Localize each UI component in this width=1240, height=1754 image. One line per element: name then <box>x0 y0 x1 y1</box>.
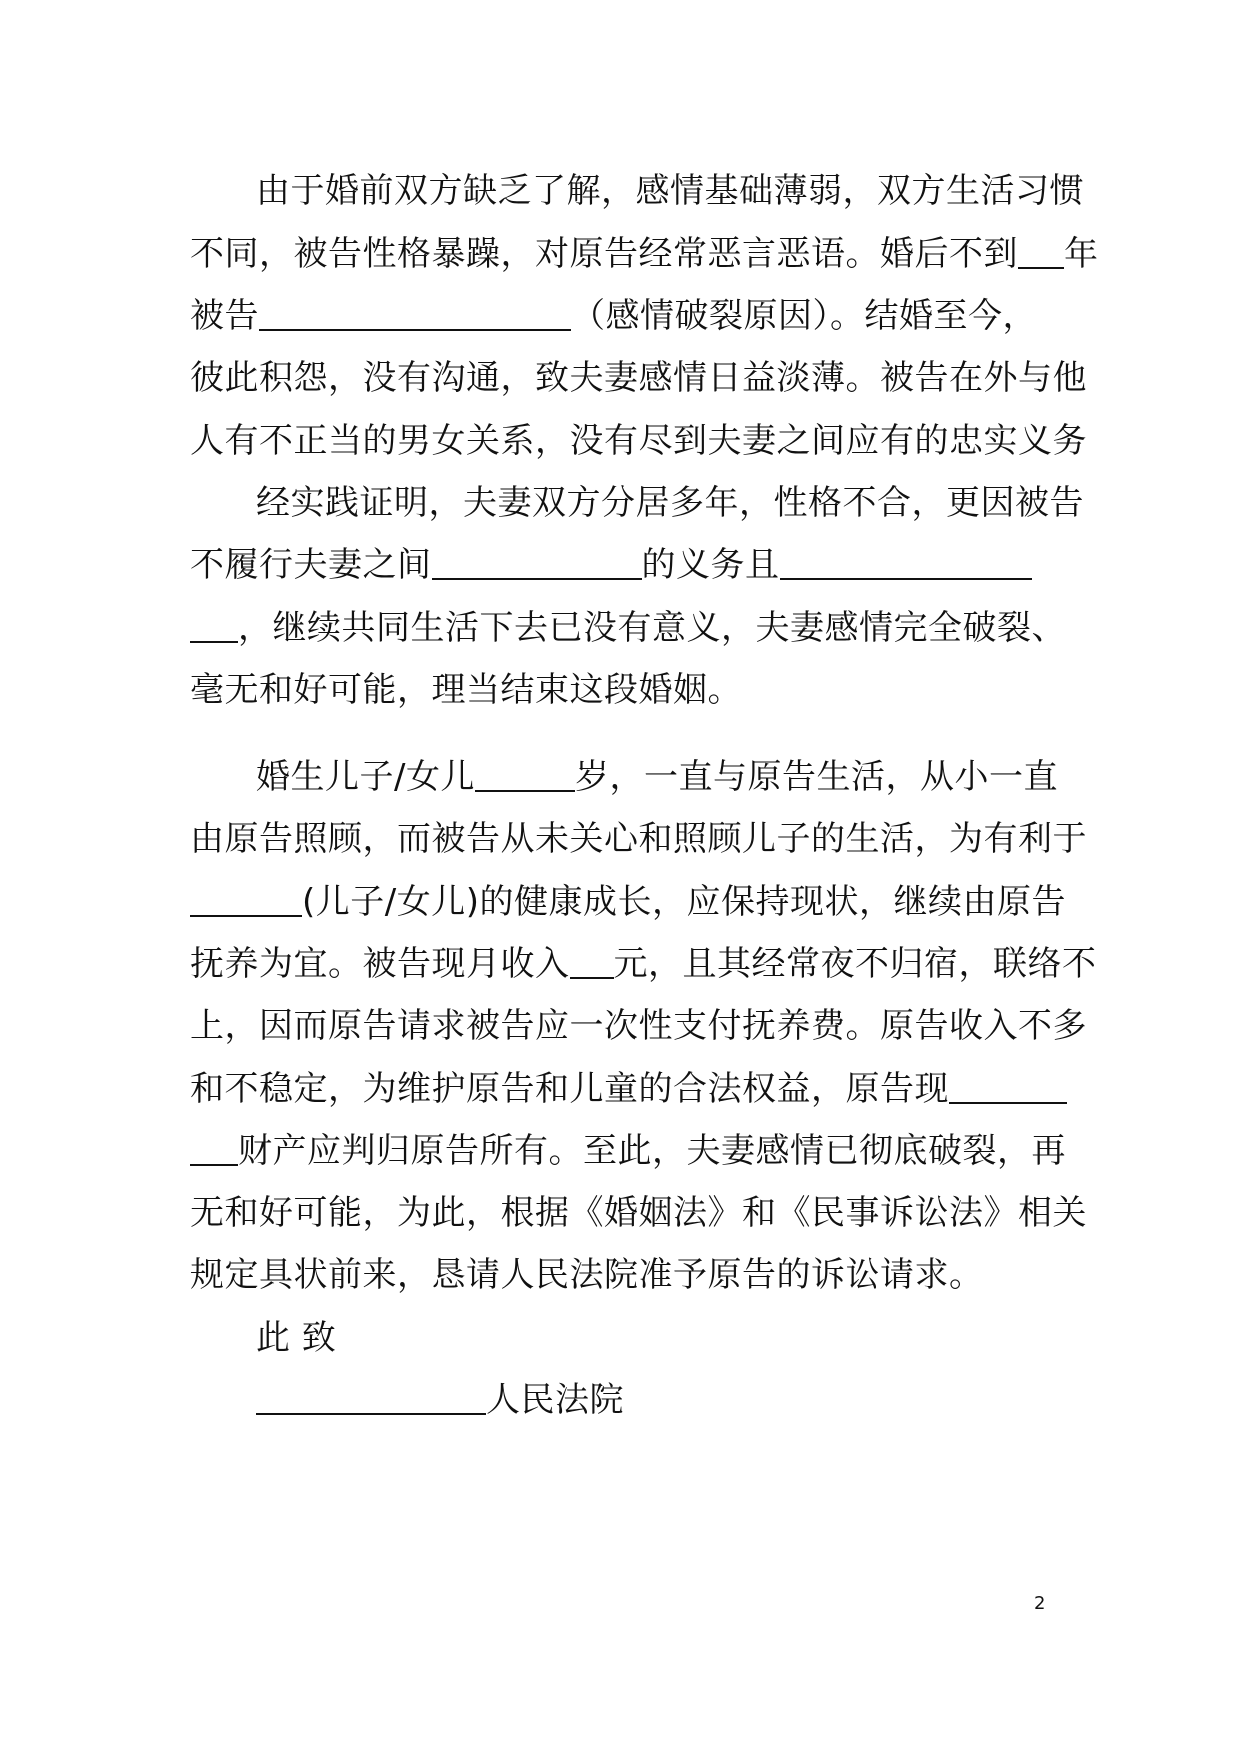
text: 由于婚前双方缺乏了解，感情基础薄弱，双方生活习惯 <box>256 171 1084 211</box>
paragraph-line <box>190 877 1066 927</box>
fill-blank[interactable] <box>190 603 238 643</box>
text: 彼此积怨，没有沟通，致夫妻感情日益淡薄。被告在外与他 <box>190 358 1087 398</box>
paragraph-line <box>190 665 1050 715</box>
paragraph-line <box>190 1001 1087 1051</box>
text: 财产应判归原告所有。至此，夫妻感情已彻底破裂，再 <box>238 1131 1066 1171</box>
page-number: 2 <box>1034 1593 1046 1614</box>
fill-blank[interactable] <box>1018 229 1064 269</box>
paragraph-line <box>190 416 1087 466</box>
text: 岁，一直与原告生活，从小一直 <box>574 757 1058 797</box>
text: 此 致 <box>256 1318 337 1358</box>
text: 的义务且 <box>641 545 780 585</box>
paragraph-line <box>190 1126 1066 1176</box>
fill-blank[interactable] <box>475 752 575 792</box>
text: （感情破裂原因）。结婚至今， <box>571 296 1037 336</box>
text: 元，且其经常夜不归宿，联络不 <box>613 944 1097 984</box>
fill-blank[interactable] <box>432 540 642 580</box>
paragraph-line <box>190 1188 1087 1238</box>
fill-blank[interactable] <box>256 1375 486 1415</box>
fill-blank[interactable] <box>190 1126 238 1166</box>
paragraph-line <box>256 478 1084 528</box>
paragraph-line <box>190 814 1087 864</box>
paragraph-line <box>256 166 1084 216</box>
fill-blank[interactable] <box>259 291 571 331</box>
text: 经实践证明，夫妻双方分居多年，性格不合，更因被告 <box>256 483 1084 523</box>
paragraph-line <box>190 291 1050 341</box>
paragraph-line <box>190 540 1050 590</box>
text: 不同，被告性格暴躁，对原告经常恶言恶语。婚后不到 <box>190 234 1018 274</box>
text: 规定具状前来，恳请人民法院准予原告的诉讼请求。 <box>190 1255 984 1295</box>
text: 人民法院 <box>486 1380 624 1420</box>
paragraph-line <box>190 229 1099 279</box>
text: 由原告照顾，而被告从未关心和照顾儿子的生活，为有利于 <box>190 819 1087 859</box>
text: 被告 <box>190 296 259 336</box>
fill-blank[interactable] <box>190 877 302 917</box>
salutation <box>256 1313 1050 1363</box>
paragraph-line <box>256 752 1058 802</box>
paragraph-line <box>190 1250 1050 1300</box>
paragraph-line <box>190 353 1087 403</box>
text: 毫无和好可能，理当结束这段婚姻。 <box>190 670 742 710</box>
paragraph-line <box>190 603 1066 653</box>
court-line <box>256 1375 1050 1425</box>
text: 和不稳定，为维护原告和儿童的合法权益，原告现 <box>190 1069 949 1109</box>
text: 上，因而原告请求被告应一次性支付抚养费。原告收入不多 <box>190 1006 1087 1046</box>
text: 人有不正当的男女关系，没有尽到夫妻之间应有的忠实义务 <box>190 421 1087 461</box>
text: 无和好可能，为此，根据《婚姻法》和《民事诉讼法》相关 <box>190 1193 1087 1233</box>
text: 婚生儿子/女儿 <box>256 757 475 797</box>
text: ，继续共同生活下去已没有意义，夫妻感情完全破裂、 <box>238 608 1066 648</box>
fill-blank[interactable] <box>780 540 1032 580</box>
fill-blank[interactable] <box>570 939 614 979</box>
paragraph-line <box>190 939 1097 989</box>
paragraph-line <box>190 1064 1050 1114</box>
text: 年 <box>1064 234 1099 274</box>
text: (儿子/女儿)的健康成长，应保持现状，继续由原告 <box>302 882 1066 922</box>
text: 抚养为宜。被告现月收入 <box>190 944 570 984</box>
text: 不履行夫妻之间 <box>190 545 432 585</box>
fill-blank[interactable] <box>949 1064 1067 1104</box>
